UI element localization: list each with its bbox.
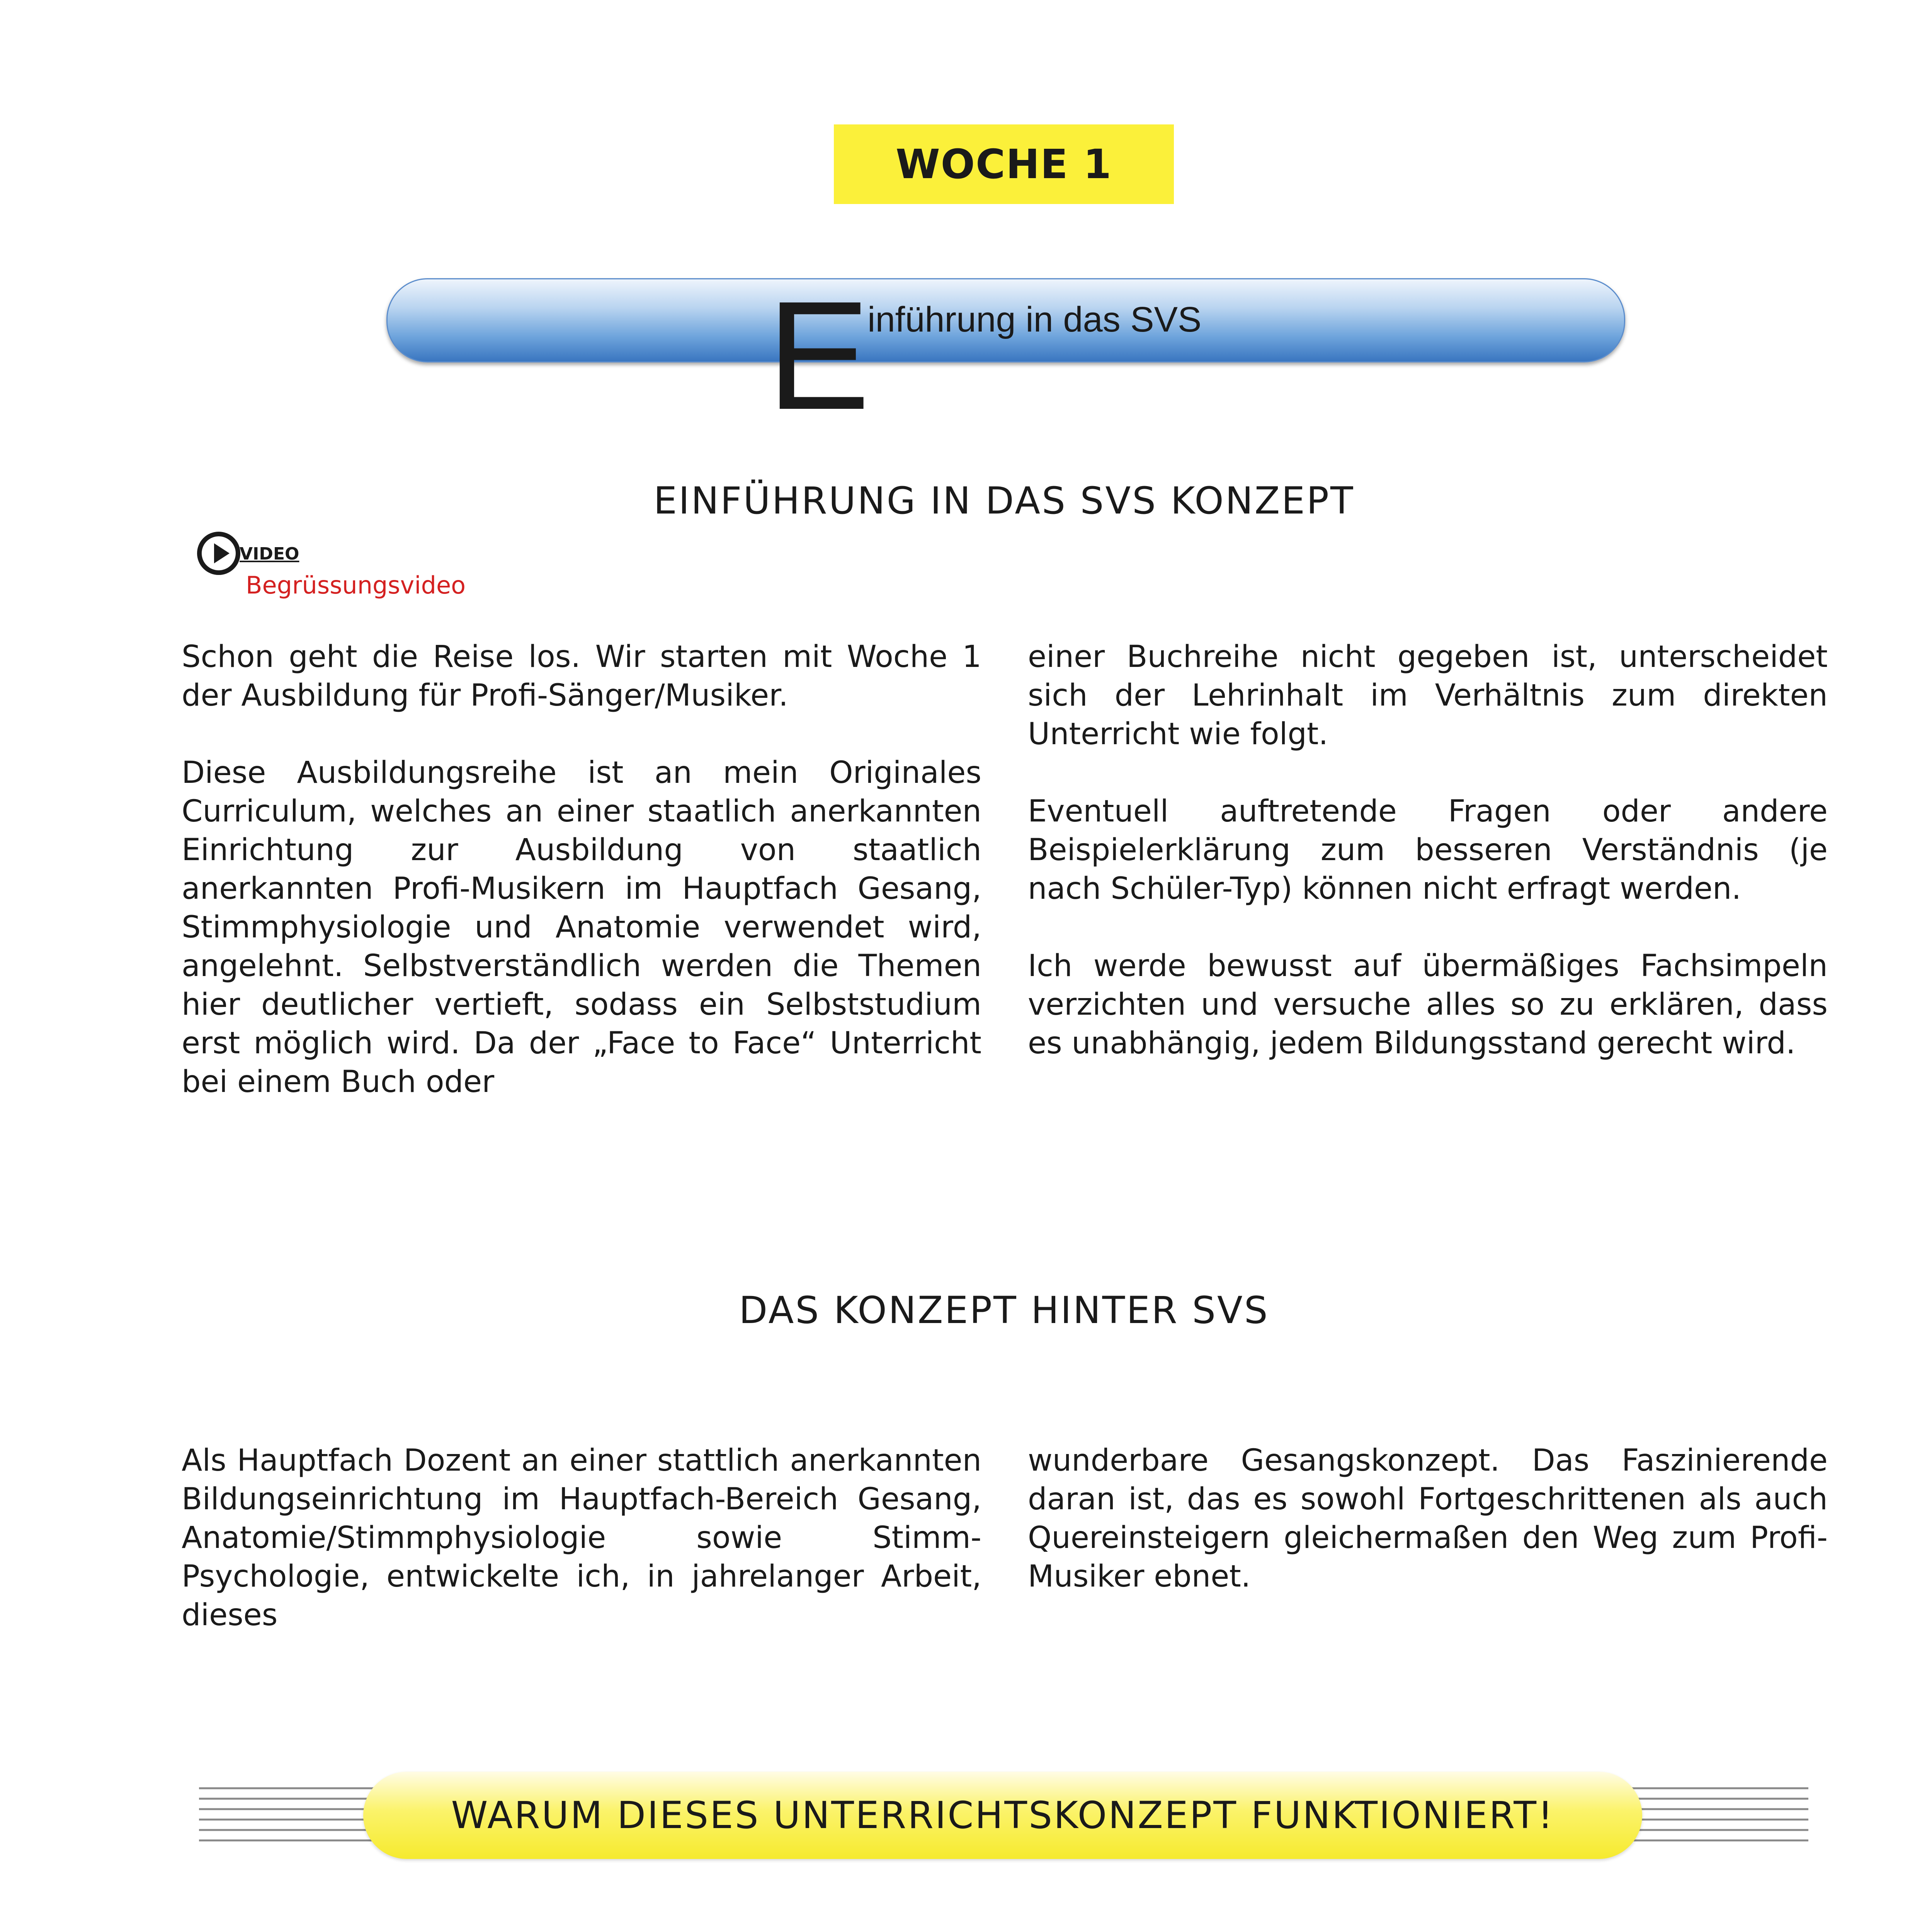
paragraph: Schon geht die Reise los. Wir starten mit Woche 1 der Ausbildung für Profi-Sänger/Musiker. xyxy=(182,639,981,713)
section-heading-concept: DAS KONZEPT HINTER SVS xyxy=(739,1289,1269,1332)
video-link[interactable]: Begrüssungsvideo xyxy=(246,571,466,599)
paragraph: Als Hauptfach Dozent an einer stattlich anerkannten Bildungseinrichtung im Hauptfach-Bereich Gesang, Anatomie/Stimmphysiologie sowie Stimm-Psychologie, entwickelte ich, in jahrelanger Arbeit, dieses xyxy=(182,1443,981,1633)
play-icon[interactable] xyxy=(196,530,242,577)
paragraph: Ich werde bewusst auf übermäßiges Fachsimpeln verzichten und versuche alles so zu erklären, dass es unabhängig, jedem Bildungsstand gerecht wird. xyxy=(1028,949,1828,1061)
paragraph: wunderbare Gesangskonzept. Das Faszinierende daran ist, das es sowohl Fortgeschrittenen als auch Quereinsteigern gleichermaßen den Weg zum Profi-Musiker ebnet. xyxy=(1028,1443,1828,1594)
section-banner xyxy=(363,1772,1642,1859)
banner-lines-left xyxy=(199,1777,377,1851)
section-heading-intro: EINFÜHRUNG IN DAS SVS KONZEPT xyxy=(653,479,1355,522)
week-badge xyxy=(834,124,1174,204)
week-badge-label: WOCHE 1 xyxy=(895,141,1112,188)
section-banner-label: WARUM DIESES UNTERRICHTSKONZEPT FUNKTIONIERT! xyxy=(451,1794,1554,1837)
banner-lines-right xyxy=(1631,1777,1808,1851)
paragraph: Eventuell auftretende Fragen oder andere Beispielerklärung zum besseren Verständnis (je nach Schüler-Typ) können nicht erfragt werden. xyxy=(1028,794,1828,906)
intro-left-column xyxy=(182,638,981,1101)
paragraph: einer Buchreihe nicht gegeben ist, unterscheidet sich der Lehrinhalt im Verhältnis zum direkten Unterricht wie folgt. xyxy=(1028,639,1828,752)
concept-left-column xyxy=(182,1441,981,1634)
intro-right-column xyxy=(1028,638,1828,1063)
concept-right-column xyxy=(1028,1441,1828,1596)
video-label[interactable]: VIDEO xyxy=(240,544,299,564)
chapter-drop-cap: E xyxy=(767,269,870,442)
chapter-title: inführung in das SVS xyxy=(867,300,1202,339)
paragraph: Diese Ausbildungsreihe ist an mein Originales Curriculum, welches an einer staatlich anerkannten Einrichtung zur Ausbildung von staatlich anerkannten Profi-Musikern im Hauptfach Gesang, Stimmphysiologie und Anatomie verwendet wird, angelehnt. Selbstverständlich werden die Themen hier deutlicher vertieft, sodass ein Selbststudium erst möglich wird. Da der „Face to Face“ Unterricht bei einem Buch oder xyxy=(182,755,981,1099)
